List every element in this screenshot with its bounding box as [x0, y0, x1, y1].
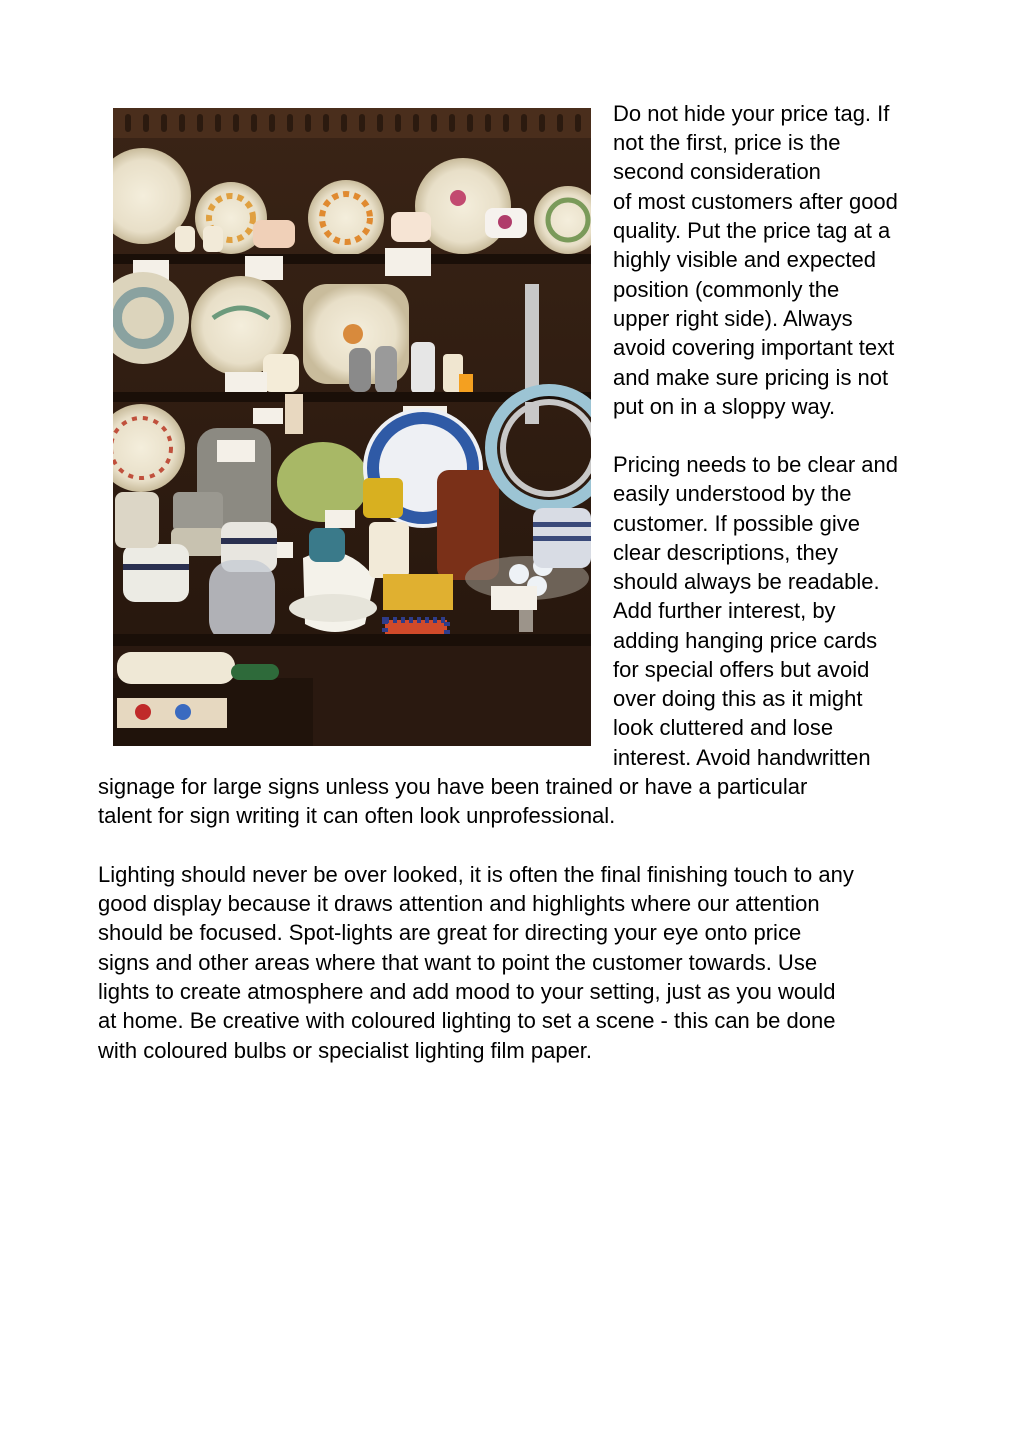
body-text-line: quality. Put the price tag at a	[613, 218, 891, 243]
body-text-line: position (commonly the	[613, 277, 840, 302]
body-text-line: of most customers after good	[613, 189, 898, 214]
body-text-line: Add further interest, by	[613, 598, 836, 623]
body-text-line: Do not hide your price tag. If	[613, 101, 890, 126]
body-text-line: and make sure pricing is not	[613, 365, 889, 390]
body-text-line: clear descriptions, they	[613, 540, 838, 565]
body-text-line: should be focused. Spot-lights are great for directing your eye onto price	[98, 920, 802, 945]
body-text-line: easily understood by the	[613, 481, 852, 506]
body-text-line: put on in a sloppy way.	[613, 394, 836, 419]
body-text-line: for special offers but avoid	[613, 657, 870, 682]
body-text-line: highly visible and expected	[613, 247, 876, 272]
body-text-line: Lighting should never be over looked, it is often the final finishing touch to any	[98, 862, 854, 887]
body-text-line: second consideration	[613, 159, 821, 184]
body-text-line: avoid covering important text	[613, 335, 895, 360]
body-text-line: lights to create atmosphere and add mood to your setting, just as you would	[98, 979, 836, 1004]
body-text-line: talent for sign writing it can often look unprofessional.	[98, 803, 616, 828]
body-text-line: signs and other areas where that want to point the customer towards. Use	[98, 950, 818, 975]
body-text-line: signage for large signs unless you have been trained or have a particular	[98, 774, 808, 799]
body-text-line: at home. Be creative with coloured lighting to set a scene - this can be done	[98, 1008, 836, 1033]
body-text-line: adding hanging price cards	[613, 628, 878, 653]
body-text-line: interest. Avoid handwritten	[613, 745, 871, 770]
china-display-photo	[113, 108, 591, 746]
body-text-line: with coloured bulbs or specialist lighting film paper.	[98, 1038, 593, 1063]
body-text-line: Pricing needs to be clear and	[613, 452, 898, 477]
body-text-line: not the first, price is the	[613, 130, 841, 155]
body-text-line: good display because it draws attention and highlights where our attention	[98, 891, 820, 916]
body-text-line: customer. If possible give	[613, 511, 861, 536]
body-text-line: upper right side). Always	[613, 306, 853, 331]
body-text-line: over doing this as it might	[613, 686, 863, 711]
body-text-line: look cluttered and lose	[613, 715, 834, 740]
body-text-line: should always be readable.	[613, 569, 880, 594]
